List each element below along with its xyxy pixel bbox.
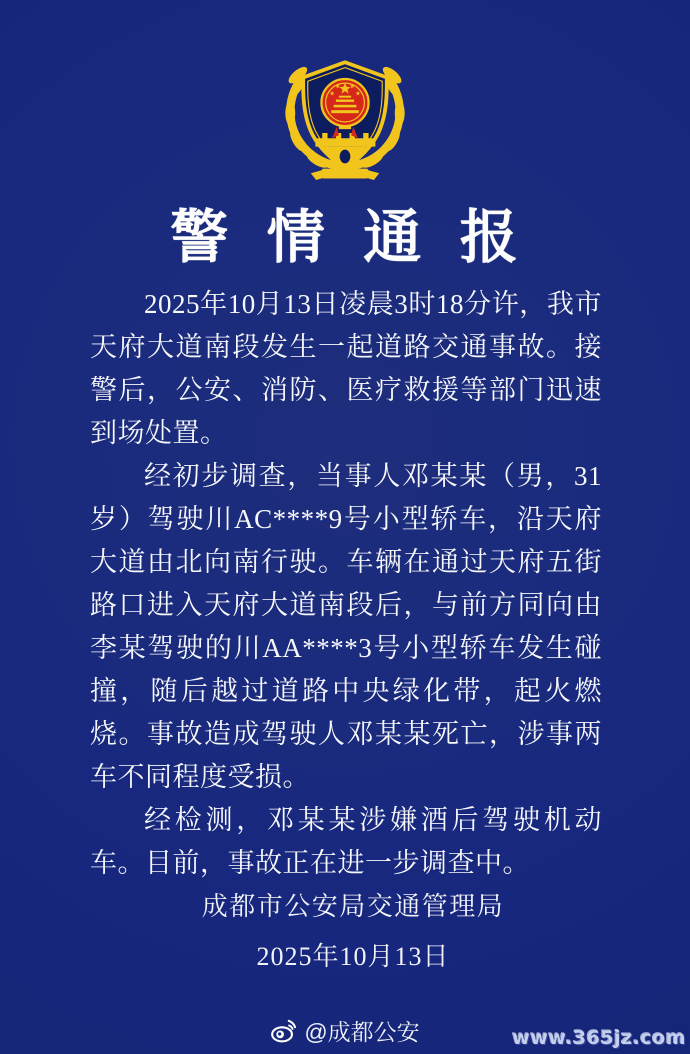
weibo-handle: @成都公安 (304, 1019, 420, 1045)
notice-paragraph-1: 2025年10月13日凌晨3时18分许，我市天府大道南段发生一起道路交通事故。接警后，公安、消防、医疗救援等部门迅速到场处置。 (90, 289, 602, 448)
issuer-signature: 成都市公安局交通管理局 (201, 892, 505, 921)
issue-date: 2025年10月13日 (256, 942, 450, 971)
notice-title: 警 情 通 报 (170, 205, 520, 270)
weibo-icon (270, 1018, 297, 1043)
site-watermark: www.365jz.com (512, 1027, 686, 1049)
notice-paragraph-3: 经检测，邓某某涉嫌酒后驾驶机动车。目前，事故正在进一步调查中。 (90, 805, 602, 878)
police-badge-icon (269, 54, 421, 183)
notice-body (90, 283, 602, 885)
notice-paragraph-2: 经初步调查，当事人邓某某（男，31岁）驾驶川AC****9号小型轿车，沿天府大道由北向南行驶。车辆在通过天府五街路口进入天府大道南段后，与前方同向由李某驾驶的川AA****3号小型轿车发生碰撞，随后越过道路中央绿化带，起火燃烧。事故造成驾驶人邓某某死亡，涉事两车不同程度受损。 (90, 461, 602, 792)
